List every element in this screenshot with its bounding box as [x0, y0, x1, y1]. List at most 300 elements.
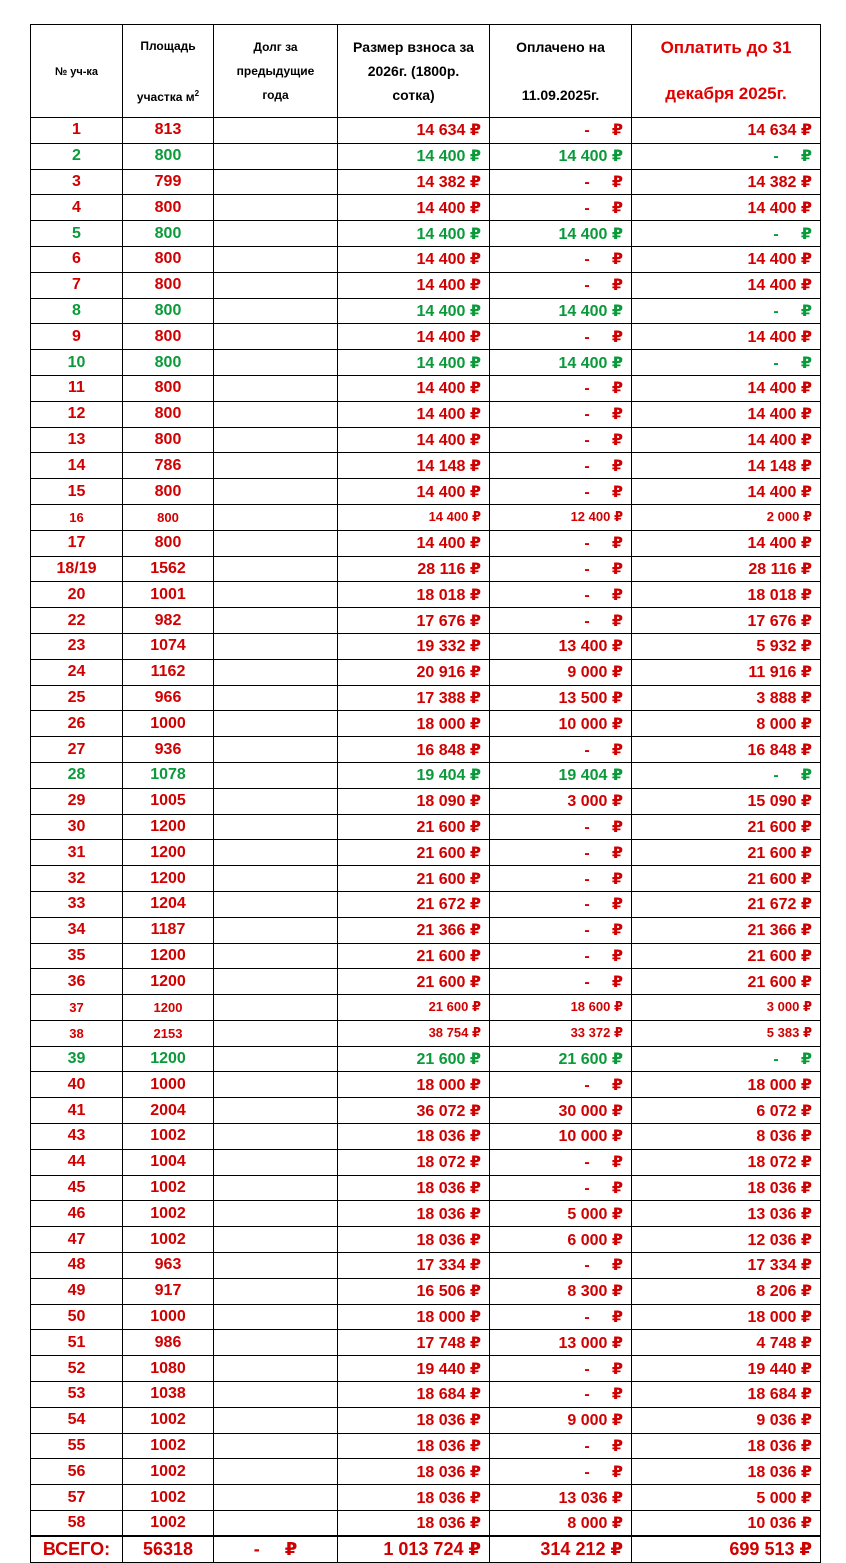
cell-plot-area: 2153 [123, 1020, 214, 1046]
cell-paid: - ₽ [490, 1175, 632, 1201]
cell-plot-area: 1200 [123, 840, 214, 866]
cell-due: 14 148 ₽ [632, 453, 821, 479]
cell-paid: 14 400 ₽ [490, 298, 632, 324]
cell-due: 3 888 ₽ [632, 685, 821, 711]
cell-plot-area: 1002 [123, 1485, 214, 1511]
cell-previous-debt [214, 762, 338, 788]
table-row [31, 195, 821, 221]
cell-paid: 19 404 ₽ [490, 762, 632, 788]
cell-plot-number: 8 [31, 298, 123, 324]
cell-fee: 21 600 ₽ [338, 1046, 490, 1072]
cell-previous-debt [214, 1511, 338, 1537]
cell-fee: 18 090 ₽ [338, 788, 490, 814]
table-row [31, 891, 821, 917]
total-due: 699 513 ₽ [632, 1536, 821, 1562]
cell-fee: 14 382 ₽ [338, 169, 490, 195]
cell-paid: 8 000 ₽ [490, 1511, 632, 1537]
cell-paid: 21 600 ₽ [490, 1046, 632, 1072]
cell-previous-debt [214, 530, 338, 556]
table-row [31, 1046, 821, 1072]
cell-plot-area: 1002 [123, 1459, 214, 1485]
cell-due: 4 748 ₽ [632, 1330, 821, 1356]
cell-fee: 28 116 ₽ [338, 556, 490, 582]
cell-plot-number: 38 [31, 1020, 123, 1046]
cell-paid: 14 400 ₽ [490, 221, 632, 247]
table-row [31, 1253, 821, 1279]
cell-previous-debt [214, 788, 338, 814]
cell-previous-debt [214, 246, 338, 272]
cell-plot-area: 1000 [123, 711, 214, 737]
cell-plot-number: 47 [31, 1227, 123, 1253]
cell-plot-number: 33 [31, 891, 123, 917]
table-row [31, 1124, 821, 1150]
cell-paid: - ₽ [490, 814, 632, 840]
cell-plot-area: 1001 [123, 582, 214, 608]
cell-plot-area: 800 [123, 272, 214, 298]
cell-paid: 9 000 ₽ [490, 659, 632, 685]
cell-paid: 12 400 ₽ [490, 504, 632, 530]
cell-due: 18 036 ₽ [632, 1175, 821, 1201]
cell-previous-debt [214, 608, 338, 634]
table-row [31, 1304, 821, 1330]
cell-fee: 18 684 ₽ [338, 1382, 490, 1408]
cell-due: 21 366 ₽ [632, 917, 821, 943]
cell-previous-debt [214, 1046, 338, 1072]
cell-due: 14 400 ₽ [632, 272, 821, 298]
cell-fee: 21 600 ₽ [338, 866, 490, 892]
cell-due: 18 036 ₽ [632, 1459, 821, 1485]
cell-fee: 14 400 ₽ [338, 427, 490, 453]
cell-plot-number: 9 [31, 324, 123, 350]
cell-fee: 21 600 ₽ [338, 995, 490, 1021]
cell-previous-debt [214, 1201, 338, 1227]
cell-plot-area: 800 [123, 479, 214, 505]
table-row [31, 1020, 821, 1046]
table-row [31, 1407, 821, 1433]
cell-due: 18 036 ₽ [632, 1433, 821, 1459]
cell-plot-area: 800 [123, 195, 214, 221]
cell-paid: 13 000 ₽ [490, 1330, 632, 1356]
total-debt: - ₽ [214, 1536, 338, 1562]
table-row [31, 1098, 821, 1124]
cell-plot-number: 58 [31, 1511, 123, 1537]
total-label: ВСЕГО: [31, 1536, 123, 1562]
cell-fee: 19 332 ₽ [338, 633, 490, 659]
cell-plot-area: 1002 [123, 1201, 214, 1227]
cell-fee: 18 000 ₽ [338, 1072, 490, 1098]
cell-plot-area: 800 [123, 246, 214, 272]
cell-plot-area: 1080 [123, 1356, 214, 1382]
table-header [31, 25, 821, 118]
cell-plot-number: 14 [31, 453, 123, 479]
cell-plot-number: 12 [31, 401, 123, 427]
table-row [31, 582, 821, 608]
table-row [31, 1459, 821, 1485]
table-row [31, 504, 821, 530]
cell-fee: 14 400 ₽ [338, 375, 490, 401]
cell-paid: 6 000 ₽ [490, 1227, 632, 1253]
header-paid: Оплачено на 11.09.2025г. [490, 25, 632, 118]
cell-plot-area: 799 [123, 169, 214, 195]
cell-fee: 20 916 ₽ [338, 659, 490, 685]
cell-fee: 14 634 ₽ [338, 118, 490, 144]
cell-plot-number: 23 [31, 633, 123, 659]
table-row [31, 788, 821, 814]
table-row [31, 1227, 821, 1253]
cell-fee: 36 072 ₽ [338, 1098, 490, 1124]
cell-plot-number: 56 [31, 1459, 123, 1485]
cell-fee: 18 036 ₽ [338, 1433, 490, 1459]
cell-due: 2 000 ₽ [632, 504, 821, 530]
cell-plot-number: 29 [31, 788, 123, 814]
table-row [31, 298, 821, 324]
cell-due: 14 382 ₽ [632, 169, 821, 195]
cell-previous-debt [214, 737, 338, 763]
cell-due: 14 400 ₽ [632, 195, 821, 221]
table-row [31, 1511, 821, 1537]
cell-due: 5 932 ₽ [632, 633, 821, 659]
cell-fee: 18 018 ₽ [338, 582, 490, 608]
cell-plot-number: 30 [31, 814, 123, 840]
cell-due: 21 600 ₽ [632, 840, 821, 866]
cell-due: 12 036 ₽ [632, 1227, 821, 1253]
cell-fee: 14 400 ₽ [338, 401, 490, 427]
cell-plot-number: 20 [31, 582, 123, 608]
table-row [31, 969, 821, 995]
cell-plot-area: 1562 [123, 556, 214, 582]
cell-paid: - ₽ [490, 943, 632, 969]
table-row [31, 633, 821, 659]
cell-paid: - ₽ [490, 737, 632, 763]
cell-previous-debt [214, 1020, 338, 1046]
cell-paid: - ₽ [490, 479, 632, 505]
cell-paid: - ₽ [490, 917, 632, 943]
table-row [31, 762, 821, 788]
cell-plot-number: 53 [31, 1382, 123, 1408]
cell-fee: 21 672 ₽ [338, 891, 490, 917]
cell-plot-area: 1078 [123, 762, 214, 788]
table-row [31, 556, 821, 582]
cell-paid: - ₽ [490, 169, 632, 195]
cell-plot-number: 16 [31, 504, 123, 530]
cell-previous-debt [214, 1304, 338, 1330]
cell-fee: 21 600 ₽ [338, 840, 490, 866]
cell-due: 8 036 ₽ [632, 1124, 821, 1150]
cell-plot-area: 1002 [123, 1227, 214, 1253]
table-row [31, 118, 821, 144]
cell-due: 10 036 ₽ [632, 1511, 821, 1537]
cell-paid: - ₽ [490, 1382, 632, 1408]
cell-paid: - ₽ [490, 427, 632, 453]
cell-plot-number: 39 [31, 1046, 123, 1072]
cell-due: 14 400 ₽ [632, 427, 821, 453]
table-row [31, 814, 821, 840]
cell-previous-debt [214, 453, 338, 479]
table-row [31, 246, 821, 272]
cell-due: 15 090 ₽ [632, 788, 821, 814]
cell-previous-debt [214, 659, 338, 685]
cell-paid: - ₽ [490, 840, 632, 866]
cell-previous-debt [214, 1330, 338, 1356]
cell-previous-debt [214, 1124, 338, 1150]
cell-previous-debt [214, 324, 338, 350]
cell-plot-area: 813 [123, 118, 214, 144]
cell-plot-area: 786 [123, 453, 214, 479]
cell-plot-area: 800 [123, 221, 214, 247]
cell-paid: - ₽ [490, 118, 632, 144]
cell-due: 17 334 ₽ [632, 1253, 821, 1279]
cell-plot-area: 1002 [123, 1124, 214, 1150]
cell-fee: 18 036 ₽ [338, 1124, 490, 1150]
cell-paid: - ₽ [490, 401, 632, 427]
cell-previous-debt [214, 195, 338, 221]
cell-previous-debt [214, 1485, 338, 1511]
cell-plot-area: 800 [123, 427, 214, 453]
cell-plot-number: 31 [31, 840, 123, 866]
cell-fee: 14 400 ₽ [338, 504, 490, 530]
cell-plot-number: 44 [31, 1149, 123, 1175]
total-fee: 1 013 724 ₽ [338, 1536, 490, 1562]
cell-previous-debt [214, 401, 338, 427]
cell-fee: 18 036 ₽ [338, 1511, 490, 1537]
cell-plot-area: 1002 [123, 1407, 214, 1433]
cell-plot-number: 15 [31, 479, 123, 505]
cell-previous-debt [214, 504, 338, 530]
cell-previous-debt [214, 1072, 338, 1098]
cell-previous-debt [214, 1433, 338, 1459]
cell-previous-debt [214, 143, 338, 169]
cell-due: 18 000 ₽ [632, 1072, 821, 1098]
cell-due: 8 000 ₽ [632, 711, 821, 737]
cell-paid: - ₽ [490, 582, 632, 608]
cell-paid: - ₽ [490, 453, 632, 479]
cell-fee: 19 404 ₽ [338, 762, 490, 788]
total-row [31, 1536, 821, 1562]
cell-paid: 18 600 ₽ [490, 995, 632, 1021]
cell-plot-area: 1004 [123, 1149, 214, 1175]
cell-due: 21 600 ₽ [632, 866, 821, 892]
cell-fee: 18 036 ₽ [338, 1201, 490, 1227]
cell-plot-number: 3 [31, 169, 123, 195]
cell-due: 5 000 ₽ [632, 1485, 821, 1511]
table-row [31, 608, 821, 634]
cell-due: 17 676 ₽ [632, 608, 821, 634]
cell-due: 3 000 ₽ [632, 995, 821, 1021]
cell-plot-area: 1200 [123, 943, 214, 969]
cell-plot-area: 1000 [123, 1304, 214, 1330]
cell-plot-area: 800 [123, 401, 214, 427]
cell-due: 5 383 ₽ [632, 1020, 821, 1046]
table-row [31, 453, 821, 479]
cell-paid: 33 372 ₽ [490, 1020, 632, 1046]
cell-paid: 10 000 ₽ [490, 711, 632, 737]
total-area: 56318 [123, 1536, 214, 1562]
cell-plot-area: 1200 [123, 814, 214, 840]
cell-fee: 17 676 ₽ [338, 608, 490, 634]
cell-paid: 14 400 ₽ [490, 143, 632, 169]
cell-previous-debt [214, 995, 338, 1021]
cell-plot-area: 1200 [123, 866, 214, 892]
cell-plot-number: 28 [31, 762, 123, 788]
cell-paid: - ₽ [490, 1459, 632, 1485]
cell-due: 13 036 ₽ [632, 1201, 821, 1227]
cell-paid: - ₽ [490, 375, 632, 401]
cell-previous-debt [214, 1356, 338, 1382]
cell-fee: 21 600 ₽ [338, 969, 490, 995]
table-row [31, 1201, 821, 1227]
cell-previous-debt [214, 427, 338, 453]
cell-previous-debt [214, 169, 338, 195]
cell-previous-debt [214, 1175, 338, 1201]
cell-fee: 14 400 ₽ [338, 298, 490, 324]
cell-plot-number: 17 [31, 530, 123, 556]
table-row [31, 1149, 821, 1175]
cell-plot-area: 1074 [123, 633, 214, 659]
cell-fee: 38 754 ₽ [338, 1020, 490, 1046]
cell-plot-number: 57 [31, 1485, 123, 1511]
cell-due: - ₽ [632, 143, 821, 169]
cell-fee: 18 036 ₽ [338, 1459, 490, 1485]
cell-paid: - ₽ [490, 1304, 632, 1330]
cell-fee: 14 400 ₽ [338, 350, 490, 376]
cell-due: 8 206 ₽ [632, 1278, 821, 1304]
cell-plot-number: 18/19 [31, 556, 123, 582]
cell-fee: 18 000 ₽ [338, 1304, 490, 1330]
table-row [31, 1382, 821, 1408]
cell-fee: 17 334 ₽ [338, 1253, 490, 1279]
cell-previous-debt [214, 917, 338, 943]
cell-due: 21 600 ₽ [632, 969, 821, 995]
cell-previous-debt [214, 479, 338, 505]
cell-previous-debt [214, 1407, 338, 1433]
cell-paid: 9 000 ₽ [490, 1407, 632, 1433]
cell-paid: - ₽ [490, 1433, 632, 1459]
cell-paid: - ₽ [490, 195, 632, 221]
cell-plot-number: 54 [31, 1407, 123, 1433]
table-row [31, 375, 821, 401]
cell-plot-number: 7 [31, 272, 123, 298]
cell-paid: 3 000 ₽ [490, 788, 632, 814]
cell-plot-area: 800 [123, 350, 214, 376]
cell-previous-debt [214, 350, 338, 376]
cell-plot-number: 4 [31, 195, 123, 221]
cell-previous-debt [214, 685, 338, 711]
cell-fee: 18 036 ₽ [338, 1485, 490, 1511]
cell-due: 14 634 ₽ [632, 118, 821, 144]
cell-paid: 13 400 ₽ [490, 633, 632, 659]
cell-previous-debt [214, 814, 338, 840]
cell-due: 21 600 ₽ [632, 943, 821, 969]
cell-plot-area: 1002 [123, 1511, 214, 1537]
cell-previous-debt [214, 1382, 338, 1408]
cell-due: - ₽ [632, 762, 821, 788]
cell-previous-debt [214, 1149, 338, 1175]
cell-previous-debt [214, 943, 338, 969]
table-row [31, 1278, 821, 1304]
cell-fee: 14 400 ₽ [338, 479, 490, 505]
cell-fee: 21 366 ₽ [338, 917, 490, 943]
cell-plot-area: 800 [123, 143, 214, 169]
cell-due: 21 600 ₽ [632, 814, 821, 840]
cell-plot-number: 10 [31, 350, 123, 376]
total-paid: 314 212 ₽ [490, 1536, 632, 1562]
cell-plot-number: 27 [31, 737, 123, 763]
table-row [31, 169, 821, 195]
table-row [31, 711, 821, 737]
table-row [31, 272, 821, 298]
cell-plot-number: 35 [31, 943, 123, 969]
cell-due: - ₽ [632, 298, 821, 324]
cell-plot-area: 986 [123, 1330, 214, 1356]
cell-plot-number: 6 [31, 246, 123, 272]
cell-plot-number: 48 [31, 1253, 123, 1279]
payments-table [30, 24, 821, 1563]
table-row [31, 917, 821, 943]
cell-plot-number: 25 [31, 685, 123, 711]
cell-previous-debt [214, 633, 338, 659]
cell-plot-number: 5 [31, 221, 123, 247]
table-row [31, 1175, 821, 1201]
cell-fee: 18 036 ₽ [338, 1227, 490, 1253]
cell-fee: 17 388 ₽ [338, 685, 490, 711]
cell-due: 16 848 ₽ [632, 737, 821, 763]
header-previous-debt: Долг за предыдущие года [214, 25, 338, 118]
cell-plot-area: 966 [123, 685, 214, 711]
cell-due: 14 400 ₽ [632, 324, 821, 350]
cell-plot-area: 1187 [123, 917, 214, 943]
cell-previous-debt [214, 221, 338, 247]
cell-plot-number: 13 [31, 427, 123, 453]
cell-plot-area: 800 [123, 298, 214, 324]
cell-paid: - ₽ [490, 969, 632, 995]
cell-due: - ₽ [632, 221, 821, 247]
cell-fee: 14 400 ₽ [338, 324, 490, 350]
cell-plot-number: 34 [31, 917, 123, 943]
table-row [31, 324, 821, 350]
cell-previous-debt [214, 866, 338, 892]
table-row [31, 995, 821, 1021]
cell-due: 19 440 ₽ [632, 1356, 821, 1382]
table-row [31, 1330, 821, 1356]
table-row [31, 840, 821, 866]
cell-paid: - ₽ [490, 1356, 632, 1382]
cell-due: 14 400 ₽ [632, 375, 821, 401]
cell-previous-debt [214, 1459, 338, 1485]
cell-previous-debt [214, 969, 338, 995]
cell-plot-number: 26 [31, 711, 123, 737]
cell-paid: 14 400 ₽ [490, 350, 632, 376]
table-row [31, 1433, 821, 1459]
table-row [31, 943, 821, 969]
cell-plot-area: 800 [123, 530, 214, 556]
cell-plot-number: 40 [31, 1072, 123, 1098]
table-body [31, 118, 821, 1563]
cell-due: 6 072 ₽ [632, 1098, 821, 1124]
cell-due: 18 018 ₽ [632, 582, 821, 608]
cell-plot-number: 37 [31, 995, 123, 1021]
cell-paid: - ₽ [490, 272, 632, 298]
cell-fee: 14 400 ₽ [338, 143, 490, 169]
cell-paid: 8 300 ₽ [490, 1278, 632, 1304]
table-row [31, 350, 821, 376]
cell-due: 18 072 ₽ [632, 1149, 821, 1175]
cell-plot-number: 45 [31, 1175, 123, 1201]
cell-plot-number: 49 [31, 1278, 123, 1304]
table-row [31, 221, 821, 247]
cell-plot-area: 982 [123, 608, 214, 634]
cell-due: 18 000 ₽ [632, 1304, 821, 1330]
cell-previous-debt [214, 1278, 338, 1304]
